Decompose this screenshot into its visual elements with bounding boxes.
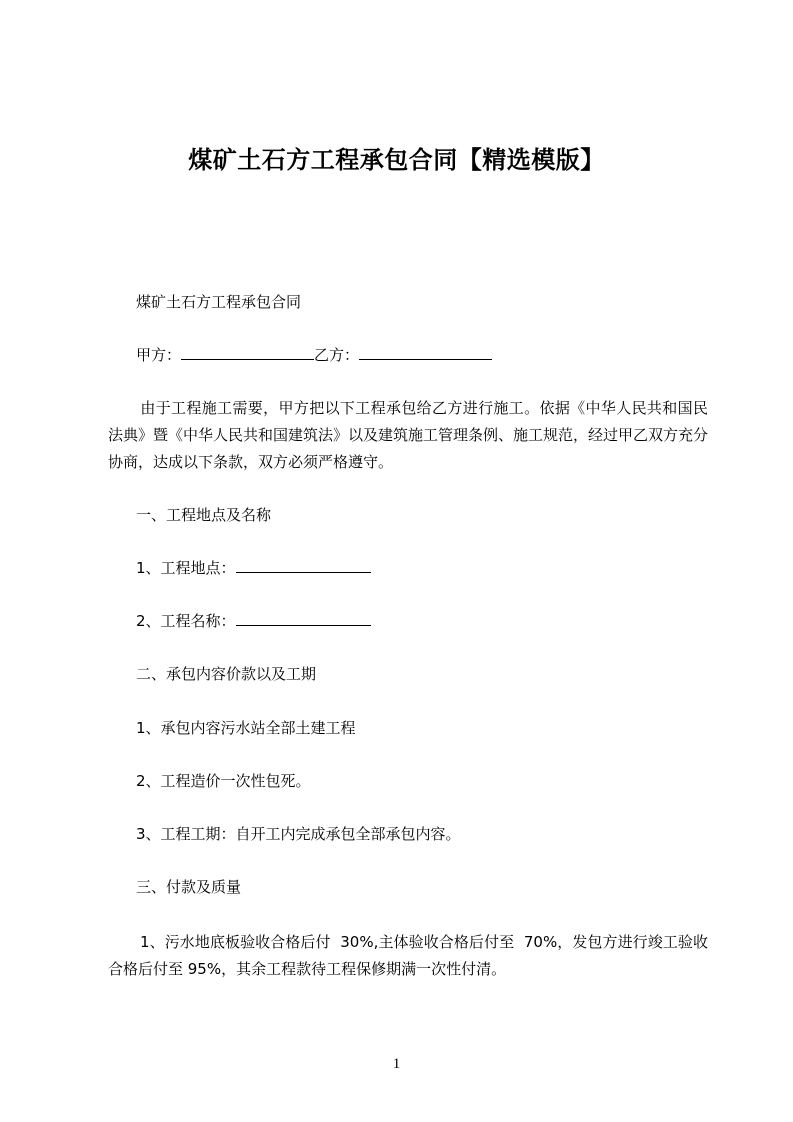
section2-item1: 1、承包内容污水站全部土建工程 (136, 719, 356, 737)
intro-paragraph (108, 395, 708, 476)
party-b-label: 乙方： (314, 346, 360, 364)
location-label: 1、工程地点： (136, 559, 236, 577)
page-number: 1 (392, 1056, 401, 1072)
section2-item2: 2、工程造价一次性包死。 (136, 772, 311, 790)
party-b-blank (359, 345, 492, 360)
document-title: 煤矿土石方工程承包合同【精选模版】 (188, 146, 605, 174)
section1-item1 (136, 558, 371, 578)
project-name-blank (236, 611, 371, 626)
section1-item2 (136, 611, 371, 631)
section2-heading: 二、承包内容价款以及工期 (136, 665, 317, 683)
contract-subtitle: 煤矿土石方工程承包合同 (136, 293, 302, 311)
section1-heading: 一、工程地点及名称 (136, 506, 272, 524)
section3-item1: 1、污水地底板验收合格后付 30%,主体验收合格后付至 70%，发包方进行竣工验收合格后付至 95%，其余工程款待工程保修期满一次性付清。 (108, 933, 708, 978)
intro-text: 由于工程施工需要，甲方把以下工程承包给乙方进行施工。依据《中华人民共和国民法典》暨《中华人民共和国建筑法》以及建筑施工管理条例、施工规范，经过甲乙双方充分协商，达成以下条款，双方必须严格遵守。 (108, 399, 709, 471)
section2-item3: 3、工程工期：自开工内完成承包全部承包内容。 (136, 825, 461, 843)
party-a-label: 甲方： (136, 346, 182, 364)
section3-heading: 三、付款及质量 (136, 878, 242, 896)
project-name-label: 2、工程名称： (136, 612, 236, 630)
party-a-blank (181, 345, 314, 360)
location-blank (236, 558, 371, 573)
section3-item1-paragraph (108, 929, 708, 983)
parties-line (136, 345, 492, 365)
